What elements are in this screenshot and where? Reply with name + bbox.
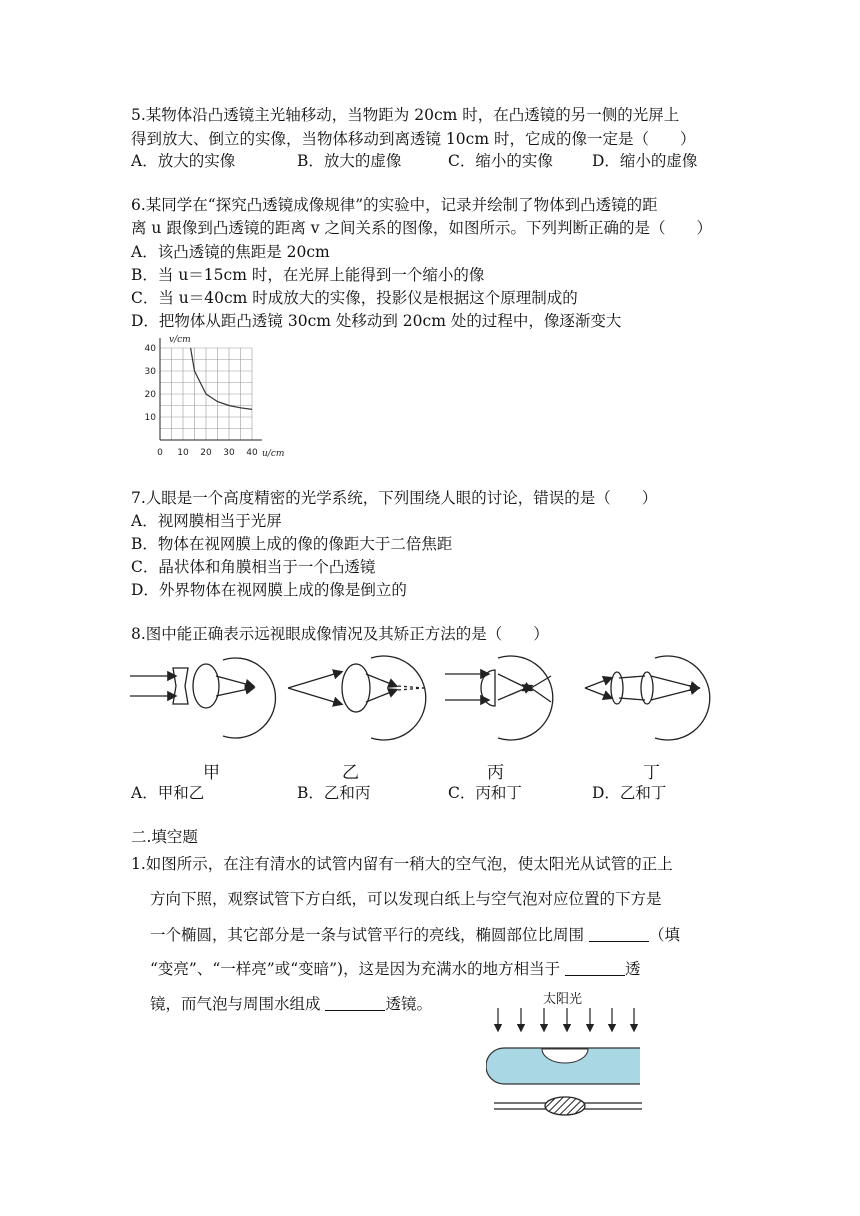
fill-q1-line-3: 一个椭圆，其它部分是一条与试管平行的亮线，椭圆部位比周围 （填 — [150, 926, 680, 944]
q7-option-c: C．晶状体和角膜相当于一个凸透镜 — [131, 558, 376, 576]
eye-diagram-ding — [585, 656, 710, 740]
q5-line-1: 5.某物体沿凸透镜主光轴移动，当物距为 20cm 时，在凸透镜的另一侧的光屏上 — [131, 106, 680, 124]
fill-q1-line-5: 镜，而气泡与周围水组成 透镜。 — [150, 995, 432, 1013]
y-tick-label: 10 — [144, 413, 156, 423]
eye-diagrams — [128, 648, 728, 748]
q5-line-2: 得到放大、倒立的实像，当物体移动到离透镜 10cm 时，它成的像一定是（ ） — [131, 130, 696, 148]
q6-line-1: 6.某同学在“探究凸透镜成像规律”的实验中，记录并绘制了物体到凸透镜的距 — [131, 196, 658, 214]
fill-q1-line-2: 方向下照，观察试管下方白纸，可以发现白纸上与空气泡对应位置的下方是 — [150, 890, 662, 908]
fill-q1-line-1: 1.如图所示，在注有清水的试管内留有一稍大的空气泡，使太阳光从试管的正上 — [131, 855, 673, 873]
eye-diagram-bing — [445, 656, 553, 740]
x-tick-label: 20 — [200, 448, 212, 458]
q6-option-d: D．把物体从距凸透镜 30cm 处移动到 20cm 处的过程中，像逐渐变大 — [131, 312, 622, 330]
q7-option-a: A．视网膜相当于光屏 — [131, 512, 282, 530]
fig-label-jia: 甲 — [203, 763, 220, 783]
x-axis-label: u/cm — [262, 449, 285, 459]
fig-label-yi: 乙 — [342, 763, 359, 783]
eye-diagram-yi — [288, 656, 426, 740]
test-tube-figure — [486, 1004, 646, 1120]
q8-line-1: 8.图中能正确表示远视眼成像情况及其矫正方法的是（ ） — [131, 625, 549, 643]
x-tick-label: 10 — [177, 448, 189, 458]
x-tick-label: 40 — [246, 448, 258, 458]
y-axis-label: v/cm — [169, 335, 191, 345]
fig-label-ding: 丁 — [643, 763, 660, 783]
q5-option-b: B．放大的虚像 — [297, 152, 402, 170]
q6-line-2: 离 u 跟像到凸透镜的距离 v 之间关系的图像，如图所示。下列判断正确的是（ ） — [131, 219, 712, 237]
uv-graph — [138, 332, 298, 462]
q8-option-c: C．丙和丁 — [448, 784, 522, 802]
fill-q1-line-4: “变亮”、“一样亮”或“变暗”)，这是因为充满水的地方相当于 透 — [150, 960, 641, 978]
blank-2[interactable] — [565, 959, 625, 976]
q6-option-a: A．该凸透镜的焦距是 20cm — [131, 243, 330, 261]
fig-label-bing: 丙 — [487, 763, 504, 783]
q7-option-d: D．外界物体在视网膜上成的像是倒立的 — [131, 581, 407, 599]
eye-diagram-jia — [130, 658, 275, 738]
y-tick-label: 30 — [144, 367, 156, 377]
sunlight-arrows — [498, 1008, 634, 1030]
sunlight-label: 太阳光 — [543, 992, 583, 1007]
uv-curve — [191, 348, 252, 409]
q8-option-d: D．乙和丁 — [592, 784, 667, 802]
x-tick-label: 30 — [223, 448, 235, 458]
q5-option-a: A．放大的实像 — [131, 152, 236, 170]
q8-option-b: B．乙和丙 — [297, 784, 371, 802]
q7-line-1: 7.人眼是一个高度精密的光学系统，下列围绕人眼的讨论，错误的是（ ） — [131, 489, 658, 507]
y-tick-label: 20 — [144, 390, 156, 400]
q5-option-d: D．缩小的虚像 — [592, 152, 698, 170]
blank-3[interactable] — [325, 994, 385, 1011]
x-tick-label: 0 — [157, 448, 163, 458]
q5-option-c: C．缩小的实像 — [448, 152, 553, 170]
dark-ellipse — [545, 1097, 585, 1115]
q7-option-b: B．物体在视网膜上成的像的像距大于二倍焦距 — [131, 535, 453, 553]
y-tick-label: 40 — [144, 344, 156, 354]
section-title: 二.填空题 — [131, 828, 198, 846]
blank-1[interactable] — [589, 925, 649, 942]
q6-option-c: C．当 u＝40cm 时成放大的实像，投影仪是根据这个原理制成的 — [131, 289, 578, 307]
q8-option-a: A．甲和乙 — [131, 784, 205, 802]
q6-option-b: B．当 u＝15cm 时，在光屏上能得到一个缩小的像 — [131, 266, 485, 284]
